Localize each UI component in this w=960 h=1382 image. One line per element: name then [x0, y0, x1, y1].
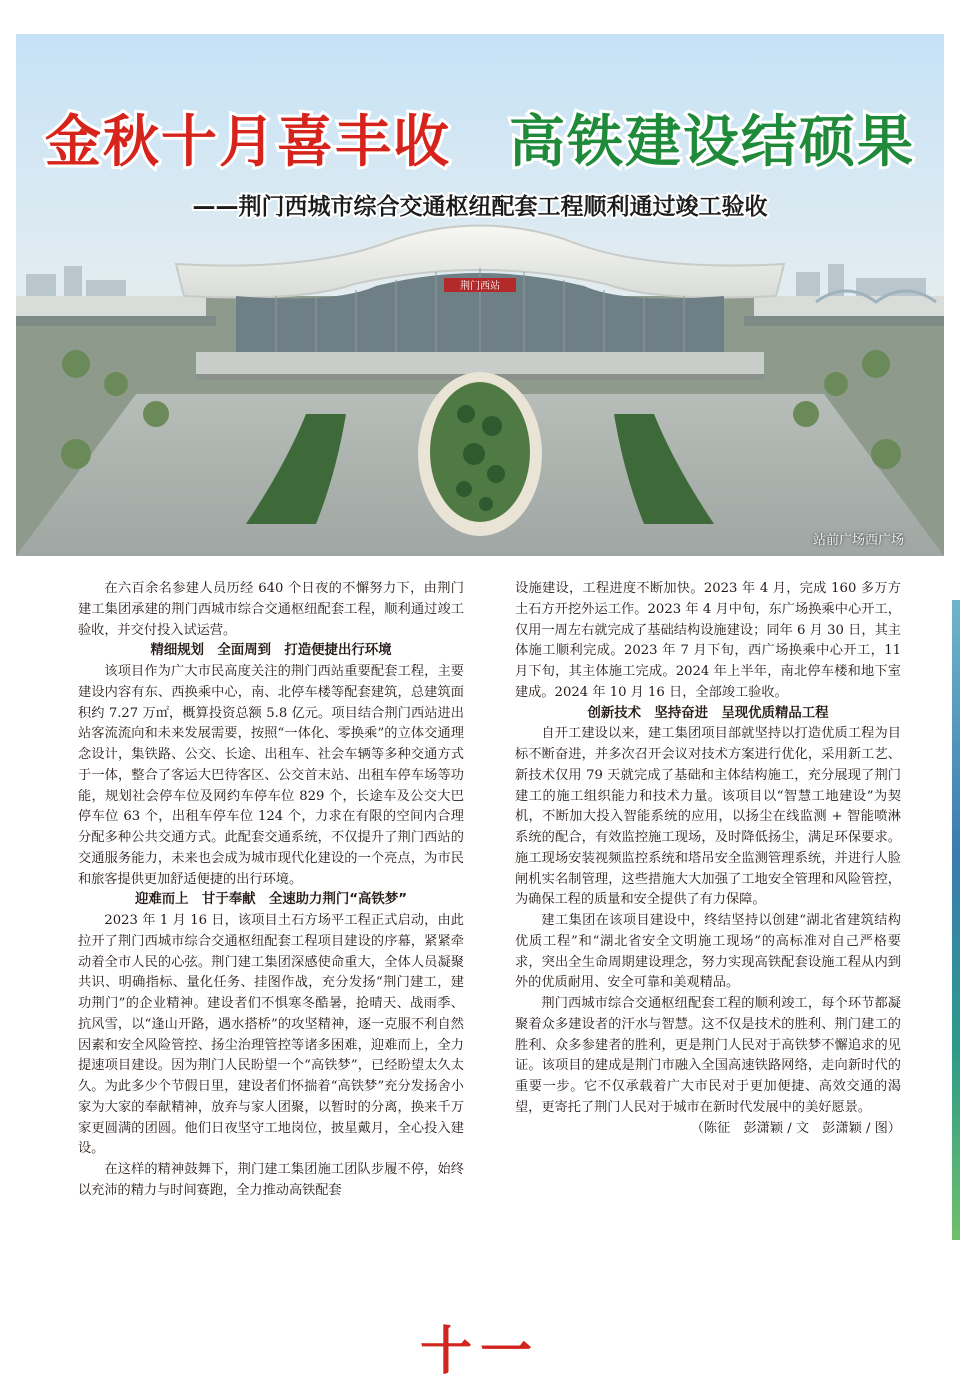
page-number: 十一 — [419, 1322, 540, 1382]
station-sign: 荆门西站 — [460, 281, 500, 292]
section-heading: 精细规划 全面周到 打造便捷出行环境 — [150, 643, 392, 659]
subheadline-text: ——荆门西城市综合交通枢纽配套工程顺利通过竣工验收 — [192, 194, 768, 220]
headline — [16, 98, 944, 178]
photo-caption: 站前广场西广场 — [812, 533, 904, 548]
byline: （陈征 彭潇颖 / 文 彭潇颖 / 图） — [690, 1120, 901, 1136]
headline-right: 高铁建设结硕果 — [509, 109, 915, 175]
article-left-column — [78, 579, 464, 1202]
section-heading: 迎难而上 甘于奉献 全速助力荆门“高铁梦” — [134, 892, 408, 908]
paragraph: 设施建设，工程进度不断加快。2023 年 4 月，完成 160 多万方土石方开挖外运工作。2023 年 4 月中旬，东广场换乘中心开工，仅用一周左右就完成了基础结构设施建设；同年 6 月 30 日，其主体施工顺利完成。2023 年 7 月下旬，西广场换乘中心开工，11 月下旬，其主体施工完成。2024 年上半年，南北停车楼和地下室建成。2024 年 10 月 16 日，全部竣工验收。 — [515, 581, 901, 700]
paragraph: 建工集团在该项目建设中，终结坚持以创建“湖北省建筑结构优质工程”和“湖北省安全文明施工现场”的高标准对自己严格要求，突出全生命周期建设理念，努力实现高铁配套设施工程从内到外的优质耐用、安全可靠和美观精品。 — [515, 913, 901, 991]
paragraph: 自开工建设以来，建工集团项目部就坚持以打造优质工程为目标不断奋进，并多次召开会议对技术方案进行优化，采用新工艺、新技术仅用 79 天就完成了基础和主体结构施工，充分展现了荆门建工的施工组织能力和技术力量。该项目以“智慧工地建设”为契机，不断加大投入智能系统的应用，以扬尘在线监测 + 智能喷淋系统的配合，有效监控施工现场，及时降低扬尘，满足环保要求。施工现场安装视频监控系统和塔吊安全监测管理系统，并进行人脸闸机实名制管理，这些措施大大加强了工地安全管理和风险管控，为确保工程的质量和安全提供了有力保障。 — [515, 726, 901, 908]
paragraph: 荆门西城市综合交通枢纽配套工程的顺利竣工，每个环节都凝聚着众多建设者的汗水与智慧。这不仅是技术的胜利、荆门建工的胜利、众多参建者的胜利，更是荆门人民对于高铁梦不懈追求的见证。该项目的建成是荆门市融入全国高速铁路网络，走向新时代的重要一步。它不仅承载着广大市民对于更加便捷、高效交通的渴望，更寄托了荆门人民对于城市在新时代发展中的美好愿景。 — [515, 996, 901, 1115]
section-heading: 创新技术 坚持奋进 呈现优质精品工程 — [587, 705, 829, 721]
paragraph: 该项目作为广大市民高度关注的荆门西站重要配套工程，主要建设内容有东、西换乘中心，南、北停车楼等配套建筑，总建筑面积约 7.27 万㎡，概算投资总额 5.8 亿元。项目结合荆门西站进出站客流流向和未来发展需要，按照“一体化、零换乘”的立体交通理念设计，集铁路、公交、长途、出租车、社会车辆等多种交通方式于一体，整合了客运大巴待客区、公交首末站、出租车停车场等功能，规划社会停车位及网约车停车位 829 个，长途车及公交大巴停车位 63 个，出租车停车位 124 个，力求在有限的空间内合理分配多种公共交通方式。此配套交通系统，不仅提升了荆门西站的交通服务能力，未来也会成为城市现代化建设的一个亮点，为市民和旅客提供更加舒适便捷的出行环境。 — [78, 664, 464, 887]
hero-photo — [16, 34, 944, 556]
paragraph: 2023 年 1 月 16 日，该项目土石方场平工程正式启动，由此拉开了荆门西城市综合交通枢纽配套工程项目建设的序幕，紧紧牵动着全市人民的心弦。荆门建工集团深感使命重大，全体人员凝聚共识、明确指标、量化任务、挂图作战，充分发扬“荆门建工，建功荆门”的企业精神。建设者们不惧寒冬酷暑，抢晴天、战雨季、抗风雪，以“逢山开路，遇水搭桥”的攻坚精神，逐一克服不利自然因素和安全风险管控、扬尘治理管控等诸多困难，迎难而上，全力提速项目建设。因为荆门人民盼望一个“高铁梦”，已经盼望太久太久。为此多少个节假日里，建设者们怀揣着“高铁梦”充分发扬舍小家为大家的奉献精神，放弃与家人团聚，以暂时的分离，换来千万家更圆满的团圆。他们日夜坚守工地岗位，披星戴月，全心投入建设。 — [78, 913, 464, 1157]
paragraph: 在这样的精神鼓舞下，荆门建工集团施工团队步履不停，始终以充沛的精力与时间赛跑，全力推动高铁配套 — [78, 1162, 464, 1198]
subheadline — [16, 188, 944, 221]
paragraph: 在六百余名参建人员历经 640 个日夜的不懈努力下，由荆门建工集团承建的荆门西城市综合交通枢纽配套工程，顺利通过竣工验收，并交付投入试运营。 — [78, 581, 464, 638]
article-right-column — [515, 579, 901, 1139]
decorative-edge-strip — [952, 600, 960, 1240]
headline-left: 金秋十月喜丰收 — [45, 109, 451, 175]
